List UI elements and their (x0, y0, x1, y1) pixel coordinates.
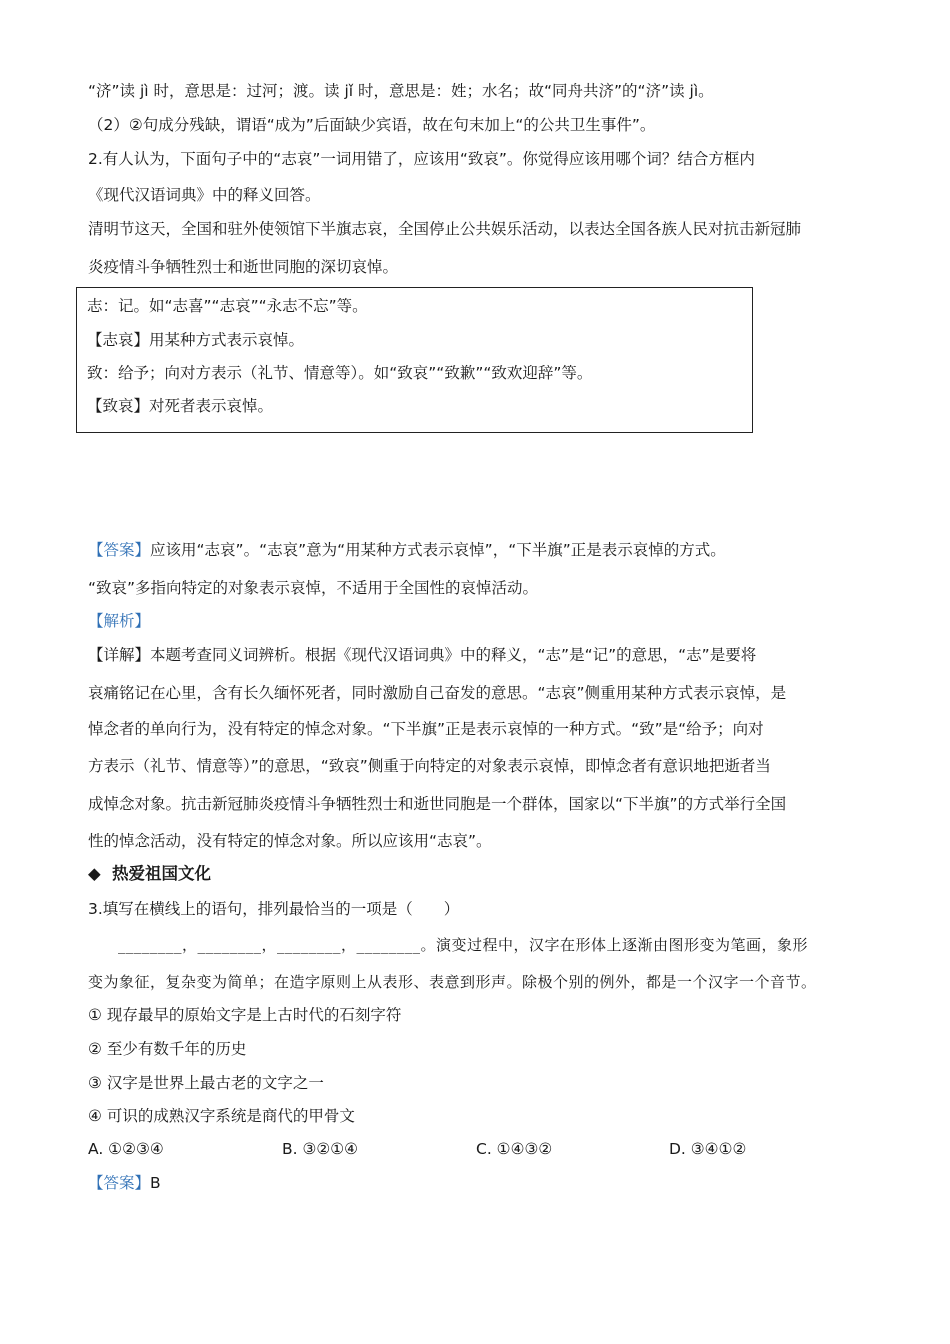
section-title: 热爱祖国文化 (112, 864, 211, 883)
answer-text: 应该用“志哀”。“志哀”意为“用某种方式表示哀悼”，“下半旗”正是表示哀悼的方式。 (150, 541, 726, 559)
definition-line: 【志哀】用某种方式表示哀悼。 (87, 331, 305, 349)
question-3-item: ① 现存最早的原始文字是上古时代的石刻字符 (88, 1006, 402, 1024)
answer-text: “致哀”多指向特定的对象表示哀悼，不适用于全国性的哀悼活动。 (88, 579, 539, 597)
option-a: A. ①②③④ (88, 1140, 164, 1158)
answer-line (88, 539, 726, 561)
question-2-stem: 2.有人认为，下面句子中的“志哀”一词用错了，应该用“致哀”。你觉得应该用哪个词？结合方框内 (88, 150, 755, 168)
question-2-sentence: 清明节这天，全国和驻外使领馆下半旗志哀，全国停止公共娱乐活动，以表达全国各族人民对抗击新冠肺 (88, 220, 802, 238)
answer-text: B (150, 1174, 161, 1192)
detail-text: 本题考查同义词辨析。根据《现代汉语词典》中的释义，“志”是“记”的意思，“志”是要将 (150, 646, 757, 664)
detail-text: 方表示（礼节、情意等）”的意思，“致哀”侧重于向特定的对象表示哀悼，即悼念者有意识地把逝者当 (88, 757, 771, 775)
diamond-bullet-icon: ◆ (88, 864, 101, 883)
definition-line: 【致哀】对死者表示哀悼。 (87, 397, 274, 415)
detail-text: 哀痛铭记在心里，含有长久缅怀死者，同时激励自己奋发的意思。“志哀”侧重用某种方式表示哀悼，是 (88, 684, 787, 702)
detail-line (88, 644, 756, 666)
question-3-passage: 变为象征，复杂变为简单；在造字原则上从表形、表意到形声。除极个别的例外，都是一个汉字一个音节。 (88, 973, 817, 991)
answer-tag: 【答案】 (88, 541, 151, 559)
detail-tag: 【详解】 (88, 646, 151, 664)
answer-line (88, 1172, 161, 1194)
detail-text: 成悼念对象。抗击新冠肺炎疫情斗争牺牲烈士和逝世同胞是一个群体，国家以“下半旗”的方式举行全国 (88, 795, 787, 813)
dictionary-definition-box (76, 287, 753, 433)
question-2-stem: 《现代汉语词典》中的释义回答。 (88, 186, 321, 204)
question-3-item: ④ 可识的成熟汉字系统是商代的甲骨文 (88, 1107, 355, 1125)
analysis-tag: 【解析】 (88, 612, 151, 630)
question-3-passage: ________，________，________，________。演变过程中，汉字在形体上逐渐由图形变为笔画，象形 (118, 936, 809, 954)
option-c: C. ①④③② (476, 1140, 553, 1158)
detail-text: 悼念者的单向行为，没有特定的悼念对象。“下半旗”正是表示哀悼的一种方式。“致”是“给予；向对 (88, 720, 764, 738)
option-d: D. ③④①② (669, 1140, 747, 1158)
question-3-stem: 3.填写在横线上的语句，排列最恰当的一项是（ ） (88, 900, 460, 918)
question-2-sentence: 炎疫情斗争牺牲烈士和逝世同胞的深切哀悼。 (88, 258, 399, 276)
detail-text: 性的悼念活动，没有特定的悼念对象。所以应该用“志哀”。 (88, 832, 492, 850)
text-line: “济”读 jì 时，意思是：过河；渡。读 jǐ 时，意思是：姓；水名；故“同舟共济”的“济”读 jì。 (88, 82, 714, 100)
option-b: B. ③②①④ (282, 1140, 359, 1158)
definition-line: 志：记。如“志喜”“志哀”“永志不忘”等。 (87, 297, 368, 315)
question-3-item: ③ 汉字是世界上最古老的文字之一 (88, 1074, 324, 1092)
section-heading (88, 862, 211, 886)
text-line: （2）②句成分残缺，谓语“成为”后面缺少宾语，故在句末加上“的公共卫生事件”。 (88, 116, 656, 134)
question-3-item: ② 至少有数千年的历史 (88, 1040, 247, 1058)
answer-tag: 【答案】 (88, 1174, 151, 1192)
definition-line: 致：给予；向对方表示（礼节、情意等）。如“致哀”“致歉”“致欢迎辞”等。 (87, 364, 593, 382)
